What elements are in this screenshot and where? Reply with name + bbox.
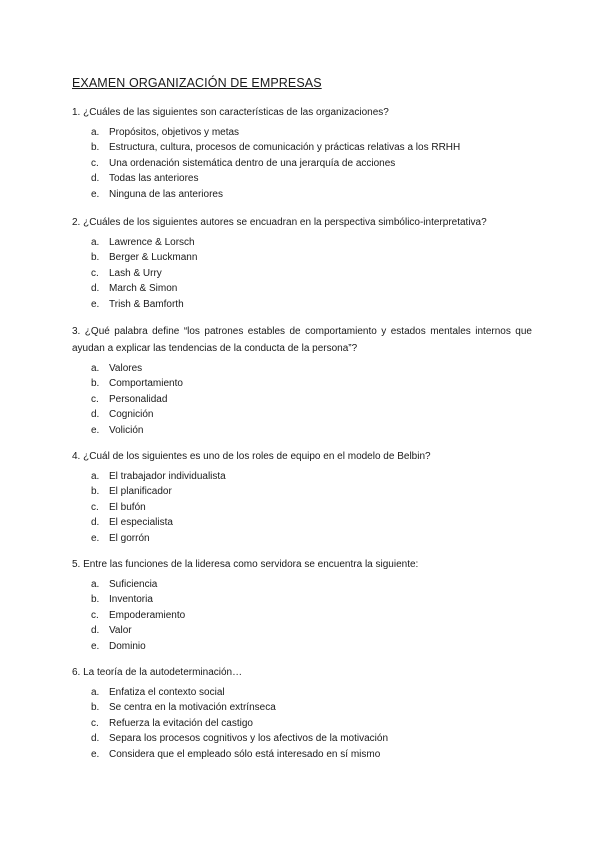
option-item xyxy=(72,469,532,485)
question-text: 3. ¿Qué palabra define “los patrones estables de comportamiento y estados mentales internos que ayudan a explicar las tendencias de la conducta de la persona”? xyxy=(72,326,532,354)
option-text: Comportamiento xyxy=(109,378,183,390)
option-item xyxy=(72,747,532,763)
option-text: March & Simon xyxy=(109,283,178,295)
option-letter: d. xyxy=(91,517,100,529)
option-letter: a. xyxy=(91,686,100,698)
option-text: Personalidad xyxy=(109,393,168,405)
option-letter: b. xyxy=(91,594,100,606)
option-text: Cognición xyxy=(109,409,154,421)
option-letter: c. xyxy=(91,157,99,169)
option-text: Refuerza la evitación del castigo xyxy=(109,717,253,729)
option-item xyxy=(72,484,532,500)
option-letter: c. xyxy=(91,267,99,279)
options-list xyxy=(72,577,532,655)
option-letter: e. xyxy=(91,424,100,436)
option-item xyxy=(72,140,532,156)
option-item xyxy=(72,592,532,608)
options-list xyxy=(72,685,532,763)
option-item xyxy=(72,500,532,516)
option-item xyxy=(72,361,532,377)
option-text: Suficiencia xyxy=(109,578,158,590)
option-text: Separa los procesos cognitivos y los afectivos de la motivación xyxy=(109,733,389,745)
option-letter: a. xyxy=(91,578,100,590)
option-text: Todas las anteriores xyxy=(109,173,199,185)
option-text: Dominio xyxy=(109,640,146,652)
options-list xyxy=(72,361,532,439)
option-item xyxy=(72,685,532,701)
option-text: Inventoria xyxy=(109,594,153,606)
option-item xyxy=(72,250,532,266)
option-item xyxy=(72,700,532,716)
option-letter: e. xyxy=(91,748,100,760)
option-item xyxy=(72,731,532,747)
question-3 xyxy=(72,323,532,438)
option-text: Lawrence & Lorsch xyxy=(109,236,195,248)
option-letter: e. xyxy=(91,188,100,200)
option-letter: a. xyxy=(91,236,100,248)
option-letter: b. xyxy=(91,378,100,390)
question-text: 1. ¿Cuáles de las siguientes son características de las organizaciones? xyxy=(72,107,389,118)
option-text: El especialista xyxy=(109,517,173,529)
option-item xyxy=(72,187,532,203)
option-letter: b. xyxy=(91,252,100,264)
option-letter: a. xyxy=(91,362,100,374)
options-list xyxy=(72,235,532,313)
option-item xyxy=(72,297,532,313)
option-letter: c. xyxy=(91,393,99,405)
option-letter: d. xyxy=(91,173,100,185)
option-item xyxy=(72,376,532,392)
option-item xyxy=(72,716,532,732)
option-text: Una ordenación sistemática dentro de una jerarquía de acciones xyxy=(109,157,396,169)
option-text: El bufón xyxy=(109,501,146,513)
option-letter: d. xyxy=(91,283,100,295)
option-text: El trabajador individualista xyxy=(109,470,226,482)
option-item xyxy=(72,171,532,187)
option-item xyxy=(72,531,532,547)
option-text: Se centra en la motivación extrínseca xyxy=(109,702,276,714)
option-letter: b. xyxy=(91,142,100,154)
option-item xyxy=(72,515,532,531)
options-list xyxy=(72,469,532,547)
option-item xyxy=(72,125,532,141)
question-text: 5. Entre las funciones de la lideresa como servidora se encuentra la siguiente: xyxy=(72,559,419,570)
option-item xyxy=(72,392,532,408)
option-letter: a. xyxy=(91,126,100,138)
option-text: Estructura, cultura, procesos de comunicación y prácticas relativas a los RRHH xyxy=(109,142,461,154)
question-text: 4. ¿Cuál de los siguientes es uno de los roles de equipo en el modelo de Belbin? xyxy=(72,451,431,462)
option-text: Ninguna de las anteriores xyxy=(109,188,223,200)
option-item xyxy=(72,266,532,282)
option-item xyxy=(72,423,532,439)
option-text: Enfatiza el contexto social xyxy=(109,686,225,698)
option-item xyxy=(72,235,532,251)
question-1 xyxy=(72,104,532,202)
option-text: Propósitos, objetivos y metas xyxy=(109,126,240,138)
question-text: 2. ¿Cuáles de los siguientes autores se encuadran en la perspectiva simbólico-interpretativa? xyxy=(72,217,487,228)
option-letter: d. xyxy=(91,733,100,745)
option-text: Considera que el empleado sólo está interesado en sí mismo xyxy=(109,748,381,760)
option-item xyxy=(72,577,532,593)
option-letter: b. xyxy=(91,702,100,714)
option-letter: c. xyxy=(91,501,99,513)
option-text: Lash & Urry xyxy=(109,267,162,279)
options-list xyxy=(72,125,532,203)
option-letter: c. xyxy=(91,609,99,621)
option-letter: e. xyxy=(91,298,100,310)
option-text: El planificador xyxy=(109,486,172,498)
option-text: Valor xyxy=(109,625,132,637)
option-text: Berger & Luckmann xyxy=(109,252,198,264)
option-letter: c. xyxy=(91,717,99,729)
option-text: Volición xyxy=(109,424,144,436)
question-2 xyxy=(72,214,532,312)
option-text: Valores xyxy=(109,362,143,374)
option-item xyxy=(72,407,532,423)
option-text: Empoderamiento xyxy=(109,609,186,621)
option-letter: d. xyxy=(91,625,100,637)
option-letter: b. xyxy=(91,486,100,498)
option-item xyxy=(72,156,532,172)
question-6 xyxy=(72,664,532,762)
option-item xyxy=(72,639,532,655)
option-text: Trish & Bamforth xyxy=(109,298,184,310)
option-item xyxy=(72,608,532,624)
option-letter: e. xyxy=(91,640,100,652)
option-item xyxy=(72,623,532,639)
question-5 xyxy=(72,556,532,654)
option-letter: a. xyxy=(91,470,100,482)
option-letter: d. xyxy=(91,409,100,421)
question-text: 6. La teoría de la autodeterminación… xyxy=(72,667,243,678)
option-item xyxy=(72,281,532,297)
question-4 xyxy=(72,448,532,546)
option-letter: e. xyxy=(91,532,100,544)
option-text: El gorrón xyxy=(109,532,150,544)
exam-title: EXAMEN ORGANIZACIÓN DE EMPRESAS xyxy=(72,76,322,90)
